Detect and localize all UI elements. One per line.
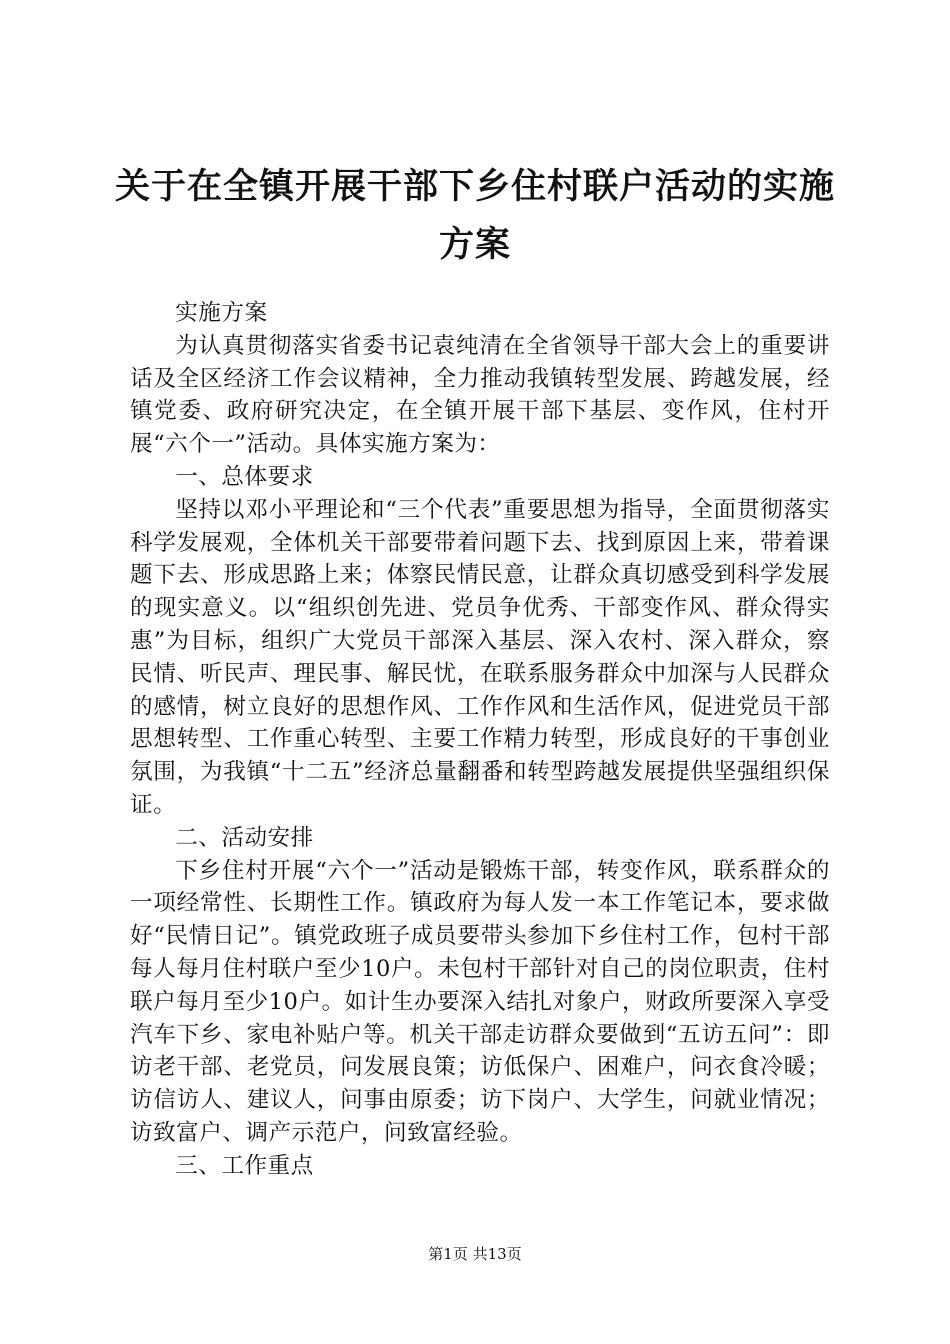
- page-number-footer: 第1页 共13页: [428, 1245, 522, 1263]
- section-heading-activity-arrangement: 二、活动安排: [175, 824, 314, 851]
- document-body: [130, 297, 830, 1183]
- section-heading-work-focus: 三、工作重点: [175, 1152, 314, 1179]
- paragraph-general-requirements: 坚持以邓小平理论和“三个代表”重要思想为指导，全面贯彻落实科学发展观，全体机关干部要带着问题下去、找到原因上来，带着课题下去、形成思路上来；体察民情民意，让群众真切感受到科学发展的现实意义。以“组织创先进、党员争优秀、干部变作风、群众得实惠”为目标，组织广大党员干部深入基层、深入农村、深入群众，察民情、听民声、理民事、解民忧，在联系服务群众中加深与人民群众的感情，树立良好的思想作风、工作作风和生活作风，促进党员干部思想转型、工作重心转型、主要工作精力转型，形成良好的干事创业氛围，为我镇“十二五”经济总量翻番和转型跨越发展提供坚强组织保证。: [130, 496, 830, 818]
- paragraph-activity-arrangement: 下乡住村开展“六个一”活动是锻炼干部，转变作风，联系群众的一项经常性、长期性工作。镇政府为每人发一本工作笔记本，要求做好“民情日记”。镇党政班子成员要带头参加下乡住村工作，包村干部每人每月住村联户至少10户。未包村干部针对自己的岗位职责，住村联户每月至少10户。如计生办要深入结扎对象户，财政所要深入享受汽车下乡、家电补贴户等。机关干部走访群众要做到“五访五问”：即访老干部、老党员，问发展良策；访低保户、困难户，问衣食冷暖；访信访人、建议人，问事由原委；访下岗户、大学生，问就业情况；访致富户、调产示范户，问致富经验。: [130, 857, 830, 1146]
- paragraph-subtitle: 实施方案: [175, 300, 268, 326]
- section-heading-general-requirements: 一、总体要求: [175, 463, 314, 490]
- document-title: 关于在全镇开展干部下乡住村联户活动的实施方案: [114, 167, 835, 265]
- paragraph-intro: 为认真贯彻落实省委书记袁纯清在全省领导干部大会上的重要讲话及全区经济工作会议精神，全力推动我镇转型发展、跨越发展，经镇党委、政府研究决定，在全镇开展干部下基层、变作风，住村开展“六个一”活动。具体实施方案为：: [130, 332, 830, 458]
